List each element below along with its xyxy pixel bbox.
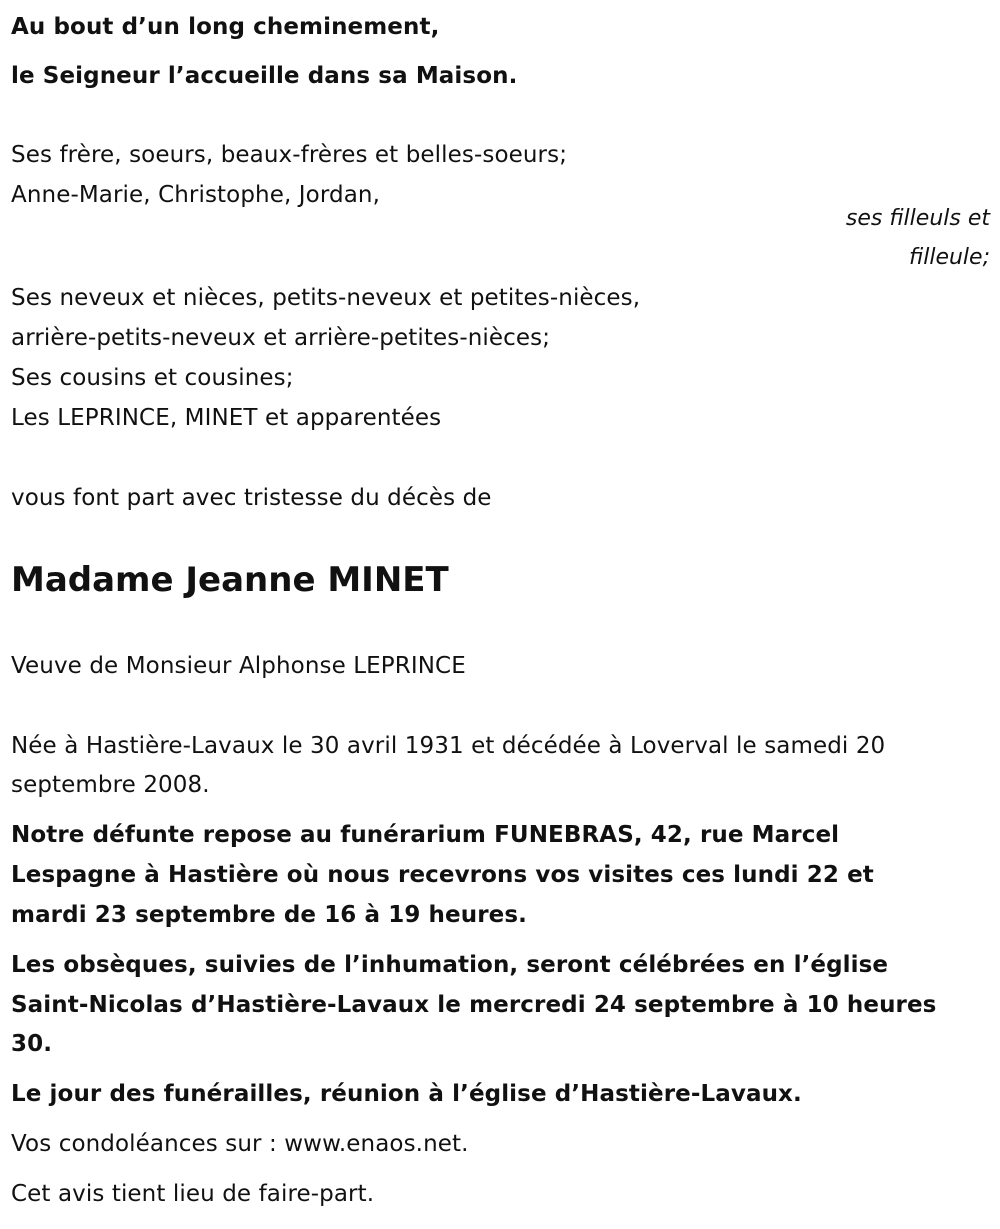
- repose-line-1: Notre défunte repose au funérarium FUNEBRAS, 42, rue Marcel: [11, 822, 840, 848]
- condolences-info: Vos condoléances sur : www.enaos.net.: [11, 1131, 469, 1157]
- intro-line-1: Au bout d’un long cheminement,: [11, 14, 440, 40]
- notice-text: Cet avis tient lieu de faire-part.: [11, 1181, 375, 1207]
- family-line-5: Ses cousins et cousines;: [11, 365, 294, 391]
- announcement: vous font part avec tristesse du décès de: [11, 485, 492, 511]
- repose-line-2: Lespagne à Hastière où nous recevrons vos visites ces lundi 22 et: [11, 862, 874, 888]
- godchildren-line-2: filleule;: [909, 245, 990, 270]
- family-line-1: Ses frère, soeurs, beaux-frères et belles-soeurs;: [11, 142, 568, 168]
- widow-of: Veuve de Monsieur Alphonse LEPRINCE: [11, 653, 466, 679]
- deceased-name: Madame Jeanne MINET: [11, 560, 449, 600]
- intro-line-2: le Seigneur l’accueille dans sa Maison.: [11, 63, 518, 89]
- repose-line-3: mardi 23 septembre de 16 à 19 heures.: [11, 902, 527, 928]
- family-line-4: arrière-petits-neveux et arrière-petites-nièces;: [11, 325, 551, 351]
- family-line-6: Les LEPRINCE, MINET et apparentées: [11, 405, 442, 431]
- birth-death-line-2: septembre 2008.: [11, 772, 210, 798]
- funeral-line-3: 30.: [11, 1031, 53, 1057]
- family-line-2: Anne-Marie, Christophe, Jordan,: [11, 182, 380, 208]
- meeting-info: Le jour des funérailles, réunion à l’église d’Hastière-Lavaux.: [11, 1081, 802, 1107]
- birth-death-line-1: Née à Hastière-Lavaux le 30 avril 1931 et décédée à Loverval le samedi 20: [11, 733, 886, 759]
- family-line-3: Ses neveux et nièces, petits-neveux et petites-nièces,: [11, 285, 641, 311]
- funeral-line-1: Les obsèques, suivies de l’inhumation, seront célébrées en l’église: [11, 952, 889, 978]
- funeral-line-2: Saint-Nicolas d’Hastière-Lavaux le mercredi 24 septembre à 10 heures: [11, 992, 937, 1018]
- godchildren-line-1: ses filleuls et: [845, 206, 990, 231]
